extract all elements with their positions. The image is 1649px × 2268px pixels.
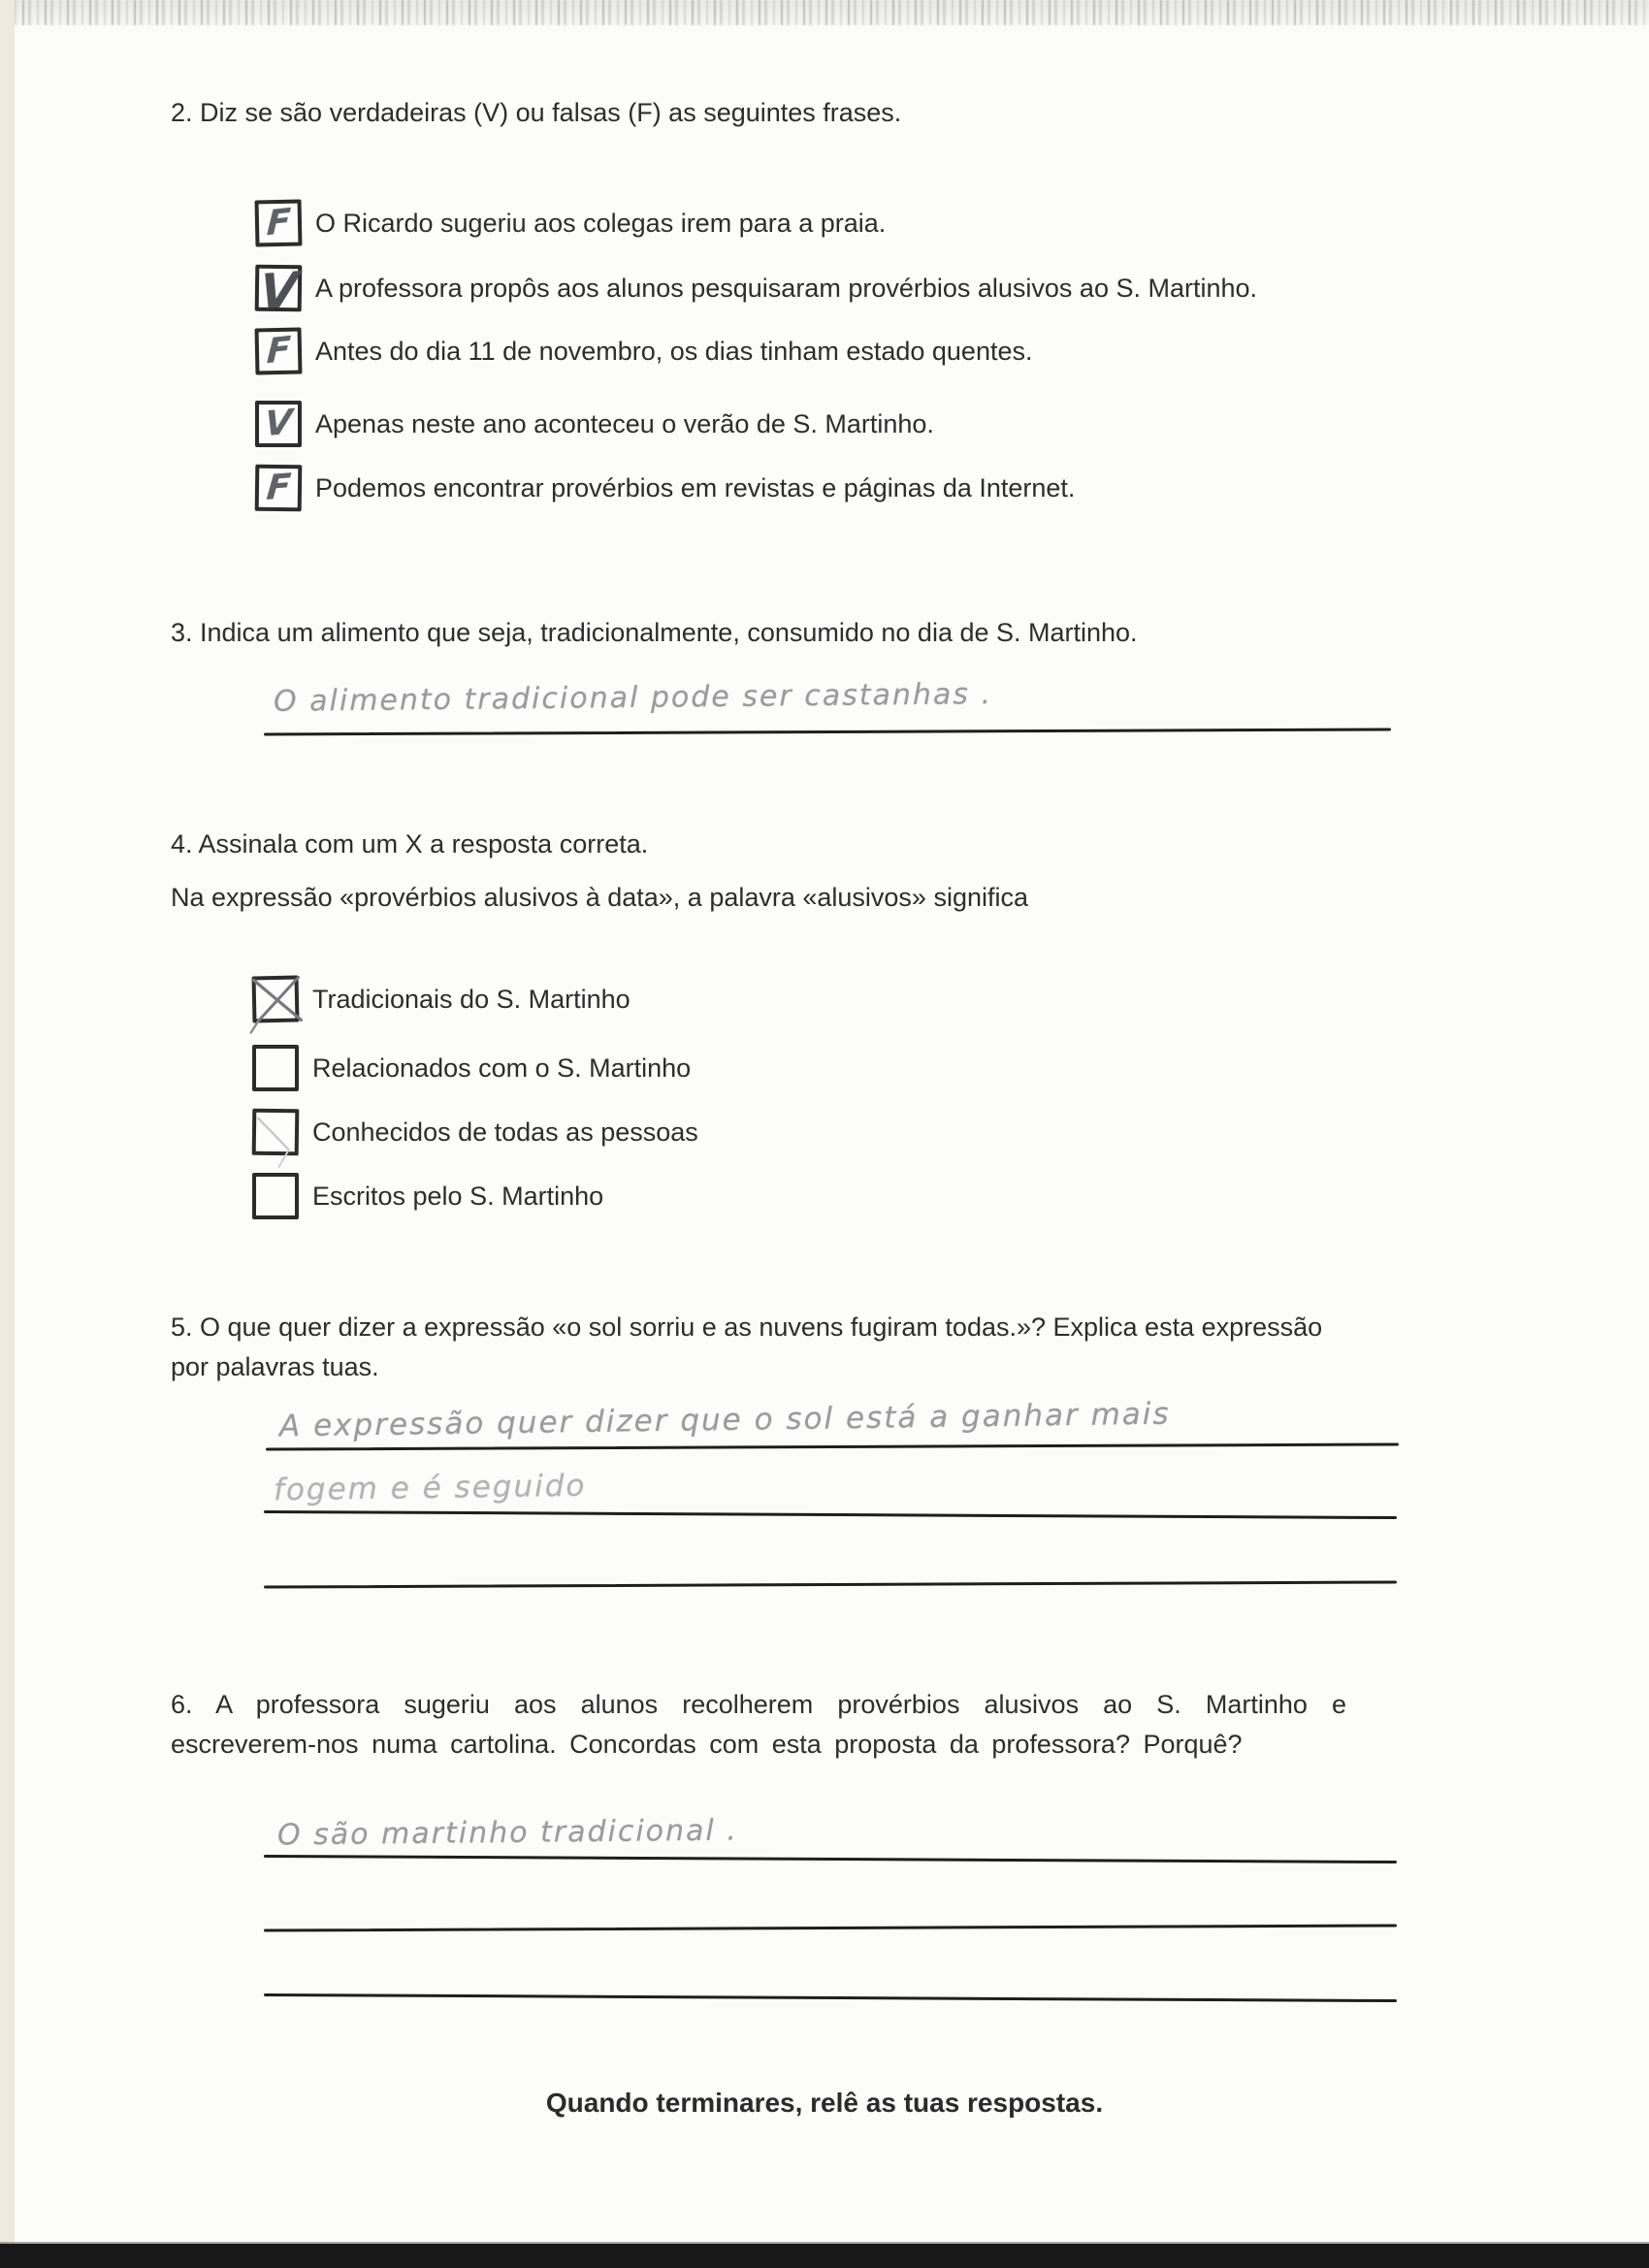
handwritten-mark-f: F bbox=[265, 201, 292, 244]
tf-statement-2: A professora propôs aos alunos pesquisaram provérbios alusivos ao S. Martinho. bbox=[315, 273, 1258, 303]
question-4-heading: 4. Assinala com um X a resposta correta. bbox=[171, 829, 649, 859]
handwritten-mark-v: V bbox=[256, 261, 300, 321]
mc-option-4: Escritos pelo S. Martinho bbox=[312, 1181, 604, 1211]
tf-checkbox-5[interactable] bbox=[255, 465, 303, 512]
tf-statement-5: Podemos encontrar provérbios em revistas e páginas da Internet. bbox=[315, 472, 1076, 502]
scan-artifact-bottom-band bbox=[0, 2244, 1649, 2268]
page-edge-left-strip bbox=[0, 0, 15, 2268]
answer-line-q6-2[interactable] bbox=[264, 1924, 1397, 1931]
scan-artifact-top-band bbox=[0, 0, 1649, 25]
handwritten-mark-f: F bbox=[265, 329, 292, 373]
question-3-heading: 3. Indica um alimento que seja, tradicionalmente, consumido no dia de S. Martinho. bbox=[171, 618, 1138, 647]
pencil-x-mark bbox=[245, 969, 310, 1034]
closing-instruction: Quando terminares, relê as tuas respostas. bbox=[545, 2088, 1104, 2118]
answer-line-q5-3[interactable] bbox=[264, 1580, 1397, 1588]
mc-checkbox-3[interactable] bbox=[252, 1109, 300, 1156]
mc-row-3 bbox=[252, 1108, 698, 1156]
tf-row-3 bbox=[255, 327, 1032, 375]
mc-row-2 bbox=[252, 1044, 691, 1092]
question-5-heading: 5. O que quer dizer a expressão «o sol sorriu e as nuvens fugiram todas.»? Explica esta expressão por palavras tuas. bbox=[171, 1312, 1323, 1381]
tf-row-2 bbox=[255, 261, 1258, 321]
tf-row-5 bbox=[255, 464, 1075, 512]
question-2-heading: 2. Diz se são verdadeiras (V) ou falsas (F) as seguintes frases. bbox=[171, 98, 902, 127]
mc-option-3: Conhecidos de todas as pessoas bbox=[312, 1117, 698, 1147]
mc-checkbox-2[interactable] bbox=[252, 1045, 299, 1091]
answer-line-q6-3[interactable] bbox=[264, 1993, 1397, 2002]
answer-line-q5-1[interactable] bbox=[266, 1442, 1399, 1450]
handwritten-mark-f: F bbox=[264, 467, 293, 508]
tf-checkbox-3[interactable] bbox=[255, 328, 303, 375]
handwritten-answer-q6: O são martinho tradicional . bbox=[276, 1813, 739, 1853]
answer-line-q3[interactable] bbox=[264, 728, 1391, 735]
mc-option-2: Relacionados com o S. Martinho bbox=[312, 1053, 692, 1083]
handwritten-mark-v: V bbox=[263, 402, 294, 445]
mc-checkbox-4[interactable] bbox=[252, 1173, 299, 1219]
question-4-subheading: Na expressão «provérbios alusivos à data», a palavra «alusivos» significa bbox=[171, 883, 1028, 912]
tf-checkbox-2[interactable] bbox=[255, 261, 303, 321]
mc-checkbox-1[interactable] bbox=[252, 976, 300, 1023]
mc-row-4 bbox=[252, 1172, 603, 1220]
answer-line-q6-1[interactable] bbox=[264, 1855, 1397, 1863]
handwritten-answer-q5-line1: A expressão quer dizer que o sol está a ganhar mais bbox=[278, 1396, 1171, 1444]
answer-line-q5-2[interactable] bbox=[264, 1510, 1397, 1519]
tf-statement-1: O Ricardo sugeriu aos colegas irem para a praia. bbox=[315, 208, 887, 238]
tf-checkbox-4[interactable] bbox=[255, 401, 302, 447]
handwritten-answer-q5-line2: fogem e é seguido bbox=[273, 1468, 587, 1508]
tf-statement-3: Antes do dia 11 de novembro, os dias tinham estado quentes. bbox=[315, 336, 1033, 366]
faint-pencil-stroke bbox=[246, 1103, 311, 1168]
tf-row-1 bbox=[255, 199, 886, 247]
mc-row-1 bbox=[252, 975, 630, 1023]
tf-checkbox-1[interactable] bbox=[255, 200, 303, 247]
question-6-heading: 6. A professora sugeriu aos alunos recolherem provérbios alusivos ao S. Martinho e escreverem-nos numa cartolina. Concordas com esta proposta da professora? Porquê? bbox=[171, 1690, 1346, 1759]
tf-row-4 bbox=[255, 400, 934, 448]
tf-statement-4: Apenas neste ano aconteceu o verão de S. Martinho. bbox=[315, 408, 934, 438]
handwritten-answer-q3: O alimento tradicional pode ser castanhas . bbox=[273, 677, 993, 719]
mc-option-1: Tradicionais do S. Martinho bbox=[312, 984, 630, 1014]
